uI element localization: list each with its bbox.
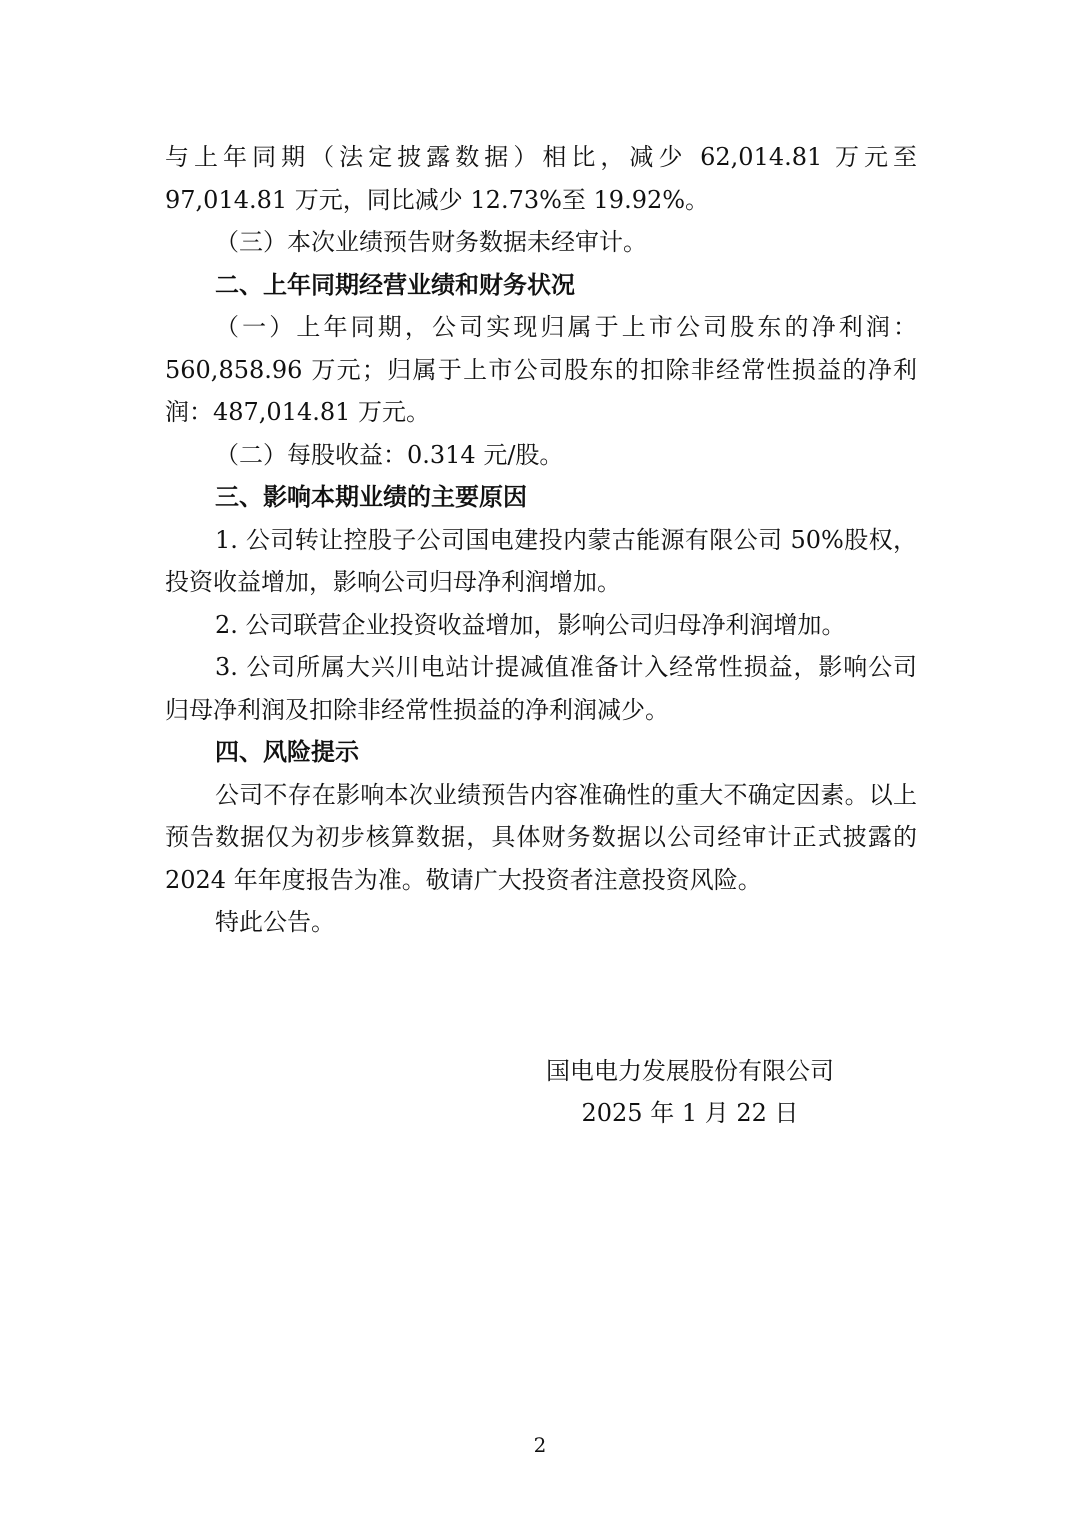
body-paragraph: 3. 公司所属大兴川电站计提减值准备计入经常性损益，影响公司归母净利润及扣除非经常性损益的净利润减少。 xyxy=(165,653,917,724)
signature-company: 国电电力发展股份有限公司 xyxy=(546,1057,834,1085)
page-number: 2 xyxy=(533,1433,547,1457)
body-paragraph: 公司不存在影响本次业绩预告内容准确性的重大不确定因素。以上预告数据仅为初步核算数据，具体财务数据以公司经审计正式披露的 2024 年年度报告为准。敬请广大投资者注意投资风险。 xyxy=(165,780,917,894)
section-heading: 四、风险提示 xyxy=(215,737,359,766)
section-heading: 三、影响本期业绩的主要原因 xyxy=(215,482,527,511)
body-paragraph: 特此公告。 xyxy=(215,908,335,936)
body-paragraph: （二）每股收益：0.314 元/股。 xyxy=(215,440,564,469)
body-paragraph: （三）本次业绩预告财务数据未经审计。 xyxy=(215,228,647,256)
document-body xyxy=(165,136,917,944)
body-paragraph: （一）上年同期，公司实现归属于上市公司股东的净利润：560,858.96 万元；归属于上市公司股东的扣除非经常性损益的净利润：487,014.81 万元。 xyxy=(165,313,917,426)
body-paragraph: 1. 公司转让控股子公司国电建投内蒙古能源有限公司 50%股权，投资收益增加，影响公司归母净利润增加。 xyxy=(165,525,917,596)
signature-date: 2025 年 1 月 22 日 xyxy=(581,1099,799,1127)
body-paragraph: 与上年同期（法定披露数据）相比，减少 62,014.81 万元至 97,014.81 万元，同比减少 12.73%至 19.92%。 xyxy=(165,143,917,214)
body-paragraph: 2. 公司联营企业投资收益增加，影响公司归母净利润增加。 xyxy=(215,610,846,639)
section-heading: 二、上年同期经营业绩和财务状况 xyxy=(215,269,575,299)
